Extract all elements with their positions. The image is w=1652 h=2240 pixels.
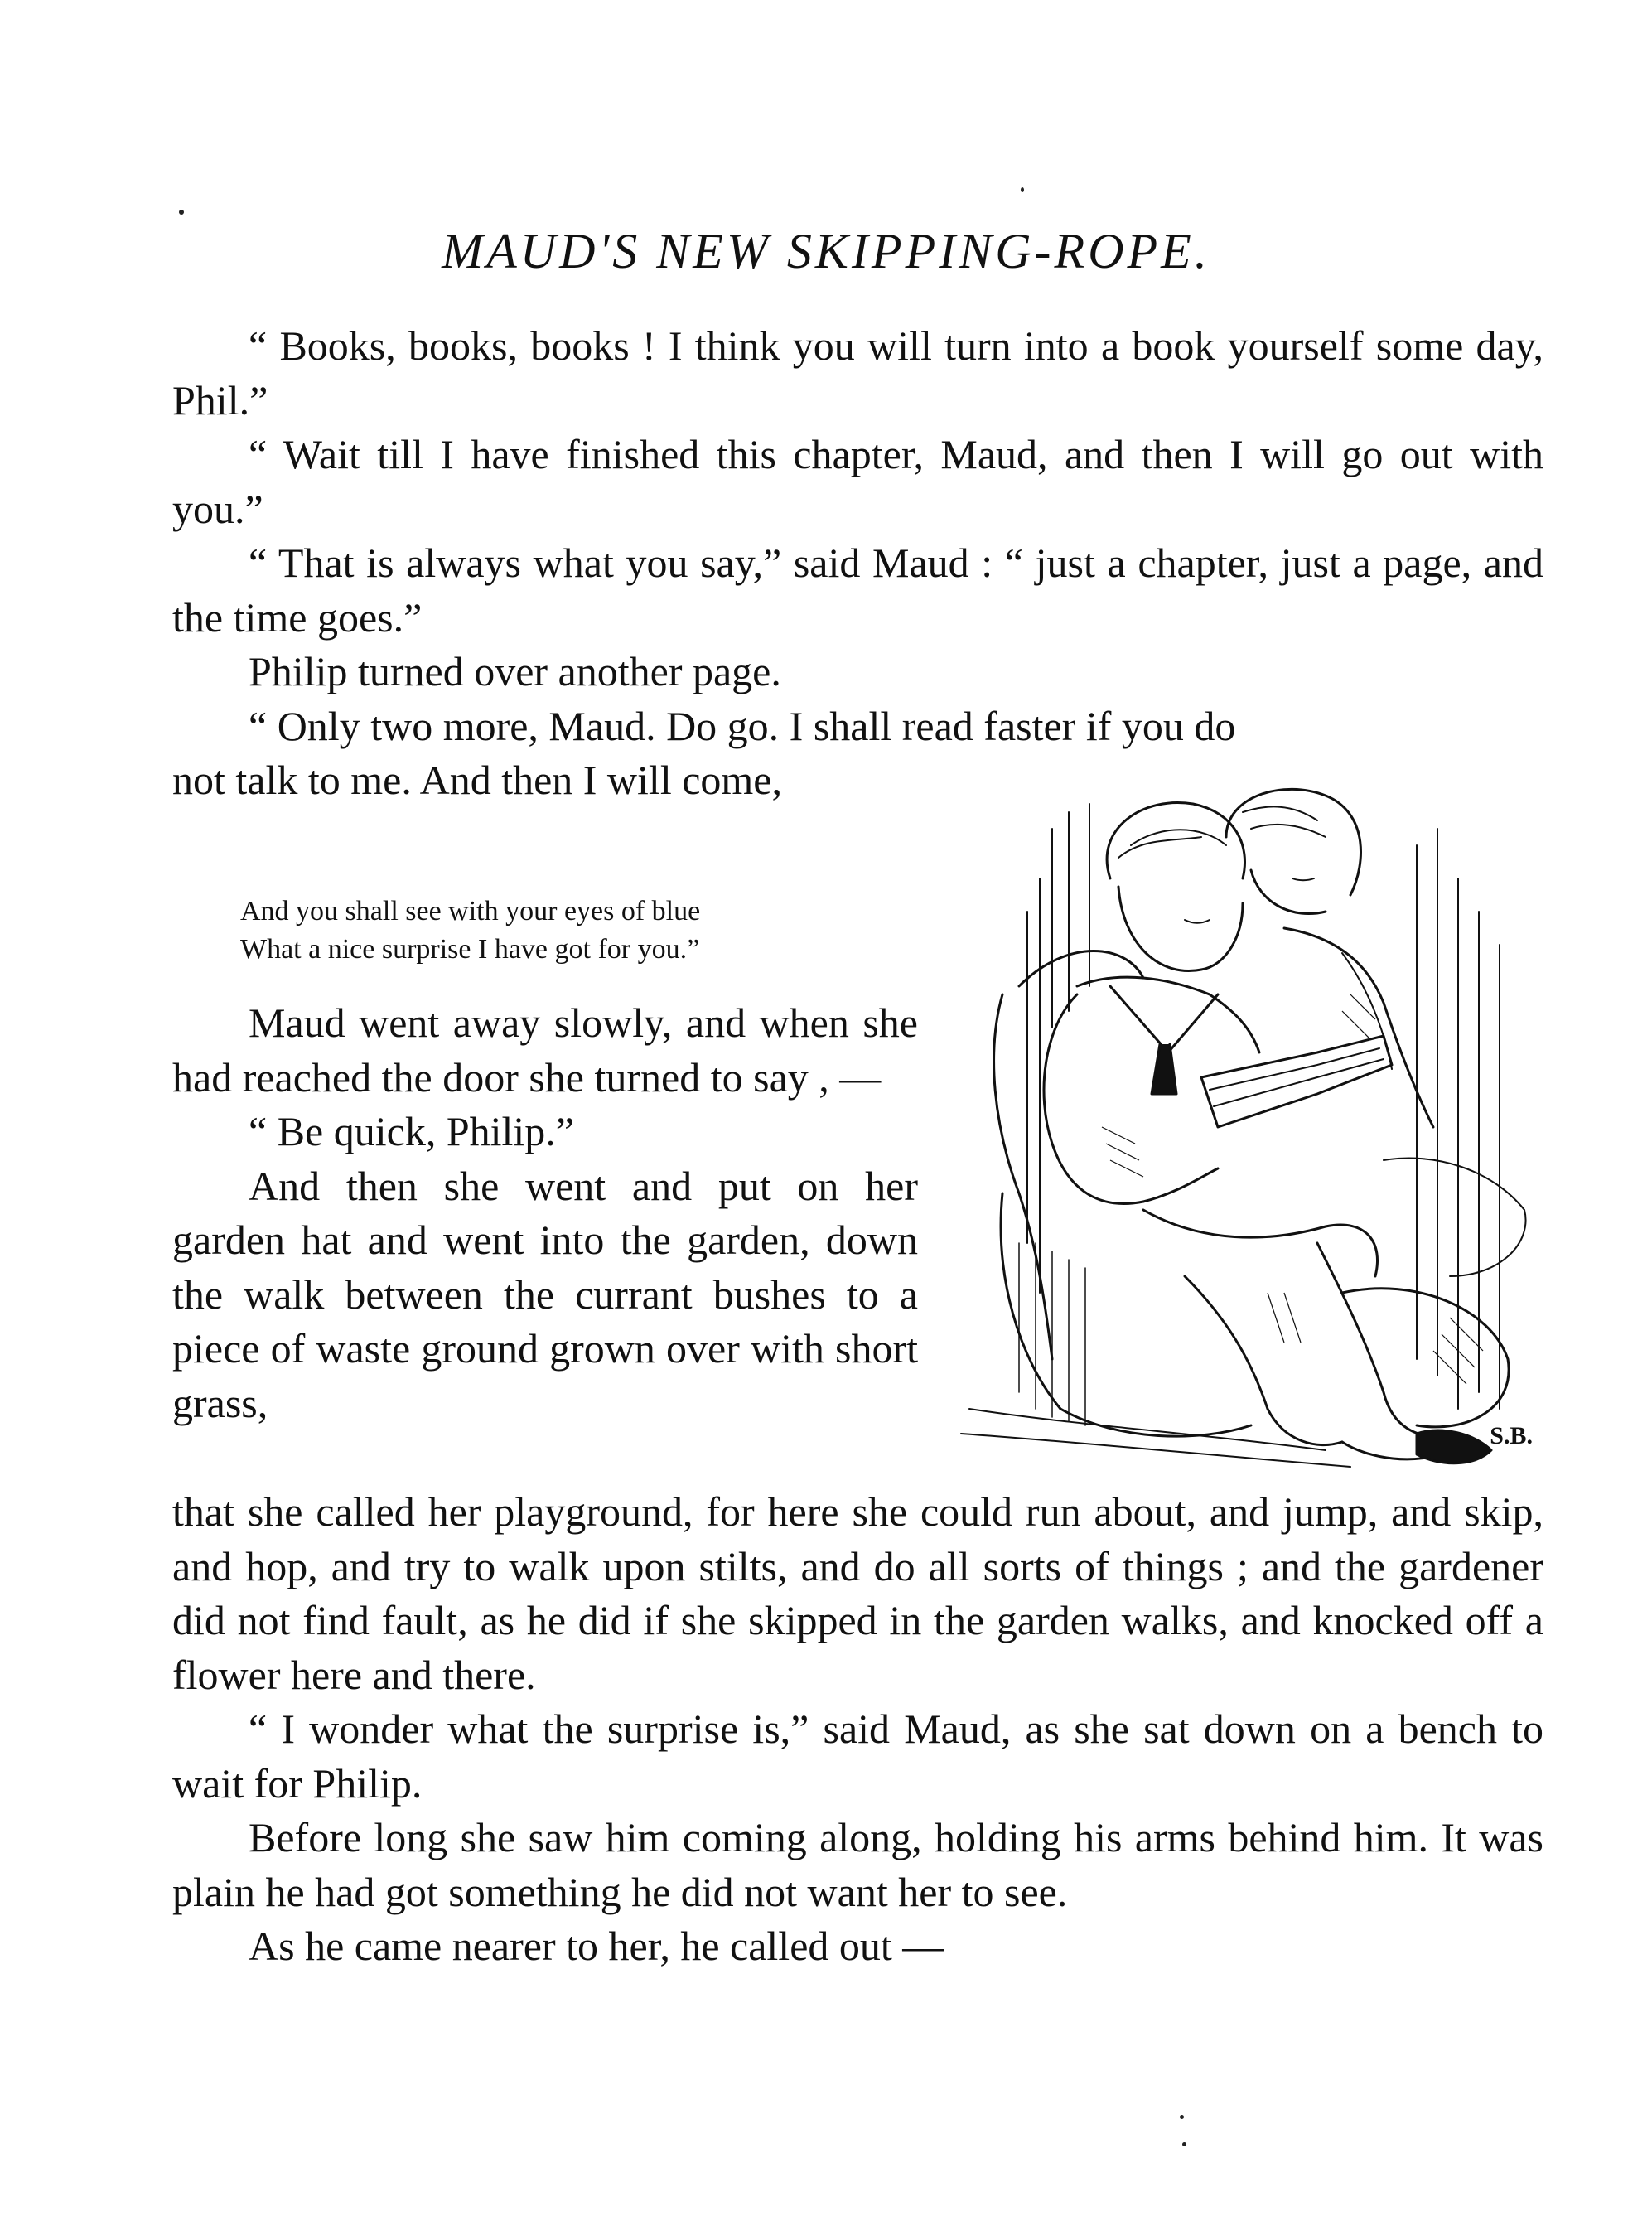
paragraph: “ I wonder what the surprise is,” said Maud, as she sat down on a bench to wait for Philip. (172, 1705, 1543, 1807)
paragraph: “ Wait till I have finished this chapter, Maud, and then I will go out with you.” (172, 431, 1543, 532)
page-title: MAUD'S NEW SKIPPING-ROPE. (442, 224, 1210, 278)
text-block-top (172, 319, 1543, 753)
scan-speck (1180, 2115, 1184, 2119)
illustration-drawing (953, 779, 1549, 1475)
scan-speck (1182, 2142, 1186, 2146)
paragraph: “ Be quick, Philip.” (249, 1108, 574, 1154)
paragraph: that she called her playground, for here she could run about, and jump, and skip, and hop, and try to walk upon stilts, and do all sorts of things ; and the gardener did not find fault, as he did if she skipped in the garden walks, and knocked off a flower here and there. (172, 1488, 1543, 1698)
text-block-narrow-1 (172, 753, 918, 808)
paragraph: “ That is always what you say,” said Maud : “ just a chapter, just a page, and the time goes.” (172, 539, 1543, 641)
paragraph-full-line: “ Only two more, Maud. Do go. I shall read faster if you do (249, 702, 1236, 749)
verse-line: And you shall see with your eyes of blue (240, 896, 701, 926)
verse-line: What a nice surprise I have got for you.” (240, 934, 700, 965)
text-block-bottom (172, 1485, 1543, 1974)
illustration-signature: S.B. (1490, 1422, 1533, 1449)
paragraph: not talk to me. And then I will come, (172, 757, 782, 803)
scan-speck (1021, 187, 1024, 192)
paragraph: Before long she saw him coming along, holding his arms behind him. It was plain he had got something he did not want her to see. (172, 1814, 1543, 1915)
verse (240, 893, 700, 969)
paragraph: Maud went away slowly, and when she had reached the door she turned to say , — (172, 999, 918, 1101)
paragraph: As he came nearer to her, he called out — (249, 1923, 944, 1969)
text-block-narrow-2 (172, 996, 918, 1430)
illustration-children-reading (953, 779, 1549, 1475)
scan-speck (179, 210, 184, 215)
paragraph: “ Books, books, books ! I think you will turn into a book yourself some day, Phil.” (172, 322, 1543, 423)
paragraph: And then she went and put on her garden hat and went into the garden, down the walk between the currant bushes to a piece of waste ground grown over with short grass, (172, 1162, 918, 1426)
paragraph: Philip turned over another page. (249, 648, 781, 694)
